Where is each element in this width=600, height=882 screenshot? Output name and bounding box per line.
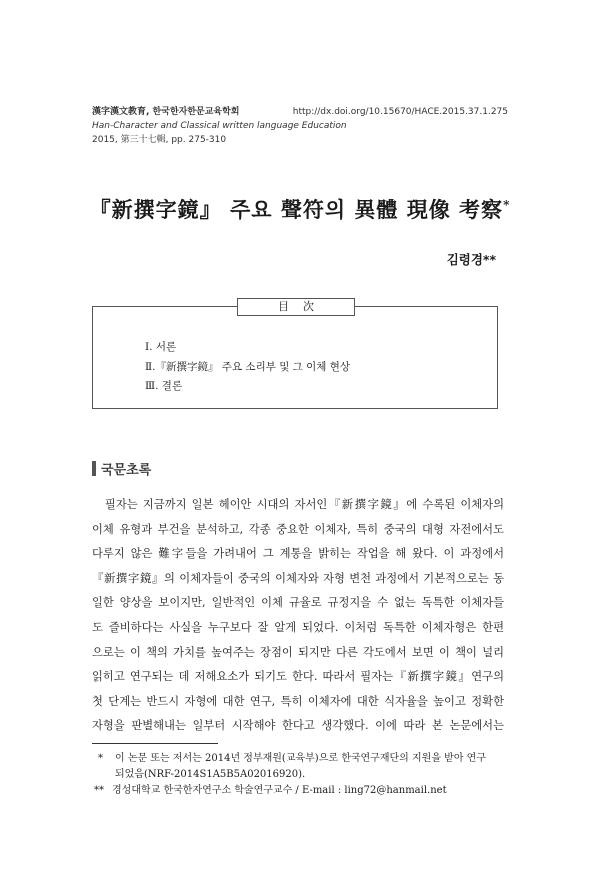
paper-title bbox=[0, 194, 600, 224]
abstract-line: 도 즐비하다는 사실을 누구보다 잘 알게 되었다. 이처럼 독특한 이체자형은 한편 bbox=[92, 620, 504, 634]
abstract-body bbox=[92, 493, 504, 739]
footnote bbox=[98, 751, 504, 767]
footnote-marker: ** bbox=[94, 785, 104, 796]
journal-name: 漢字漢文教育, 한국한자한문교육학회 bbox=[92, 107, 240, 117]
abstract-line: 이체 유형과 부건을 분석하고, 각종 중요한 이체자, 특히 중국의 대형 자전에서도 bbox=[92, 522, 504, 536]
footnote-divider bbox=[92, 743, 218, 744]
abstract-line: 읽히고 연구되는 데 저해요소가 되기도 한다. 따라서 필자는『新撰字鏡』연구의 bbox=[92, 670, 504, 684]
footnote-continuation: 되었음(NRF-2014S1A5B5A02016920). bbox=[115, 769, 306, 780]
footnote-marker: * bbox=[98, 753, 103, 764]
doi-link[interactable]: http://dx.doi.org/10.15670/HACE.2015.37.1.275 bbox=[292, 107, 508, 117]
journal-english-name: Han-Character and Classical written language Education bbox=[92, 121, 347, 131]
toc-item: Ⅲ. 결론 bbox=[145, 380, 183, 392]
footnotes bbox=[94, 751, 504, 799]
abstract-line: 첫 단계는 반드시 자형에 대한 연구, 특히 이체자에 대한 식자율을 높이고 정확한 bbox=[92, 694, 504, 708]
abstract-line: 『新撰字鏡』의 이체자들이 중국의 이체자와 자형 변천 과정에서 기본적으로는 동 bbox=[92, 571, 504, 585]
abstract-line: 다루지 않은 難字들을 가려내어 그 계통을 밝히는 작업을 해 왔다. 이 과정에서 bbox=[92, 547, 504, 561]
toc-item: Ⅱ.『新撰字鏡』 주요 소리부 및 그 이체 현상 bbox=[145, 360, 351, 373]
abstract-line: 으로는 이 책의 가치를 높여주는 장점이 되지만 다른 각도에서 보면 이 책이 널리 bbox=[92, 645, 504, 659]
abstract-heading bbox=[92, 459, 151, 478]
abstract-line: 자형을 판별해내는 일부터 시작해야 한다고 생각했다. 이에 따라 본 논문에서는 bbox=[92, 719, 504, 733]
paper-title-text: 『新撰字鏡』 주요 聲符의 異體 現像 考察 bbox=[89, 197, 504, 222]
footnote-text: 이 논문 또는 저서는 2014년 정부재원(교육부)으로 한국연구재단의 지원을 받아 연구 bbox=[115, 753, 486, 764]
table-of-contents bbox=[92, 300, 498, 409]
abstract-heading-text: 국문초록 bbox=[101, 463, 152, 478]
toc-item: Ⅰ. 서론 bbox=[145, 341, 177, 353]
abstract-line: 필자는 지금까지 일본 헤이안 시대의 자서인『新撰字鏡』에 수록된 이체자의 bbox=[92, 498, 504, 511]
footnote-text: 경성대학교 한국한자연구소 학술연구교수 / E-mail : ling72@hanmail.net bbox=[112, 785, 447, 796]
abstract-line: 일한 양상을 보이지만, 일반적인 이체 규율로 규정지을 수 없는 독특한 이체자들 bbox=[92, 596, 504, 610]
toc-list bbox=[145, 338, 350, 397]
section-bar-icon bbox=[92, 461, 96, 476]
volume-info: 2015, 第三十七輯, pp. 275-310 bbox=[92, 135, 227, 145]
author-name: 김령경** bbox=[446, 252, 496, 267]
footnote bbox=[94, 783, 504, 799]
toc-heading: 目次 bbox=[237, 298, 355, 316]
title-footnote-mark: * bbox=[503, 198, 511, 212]
